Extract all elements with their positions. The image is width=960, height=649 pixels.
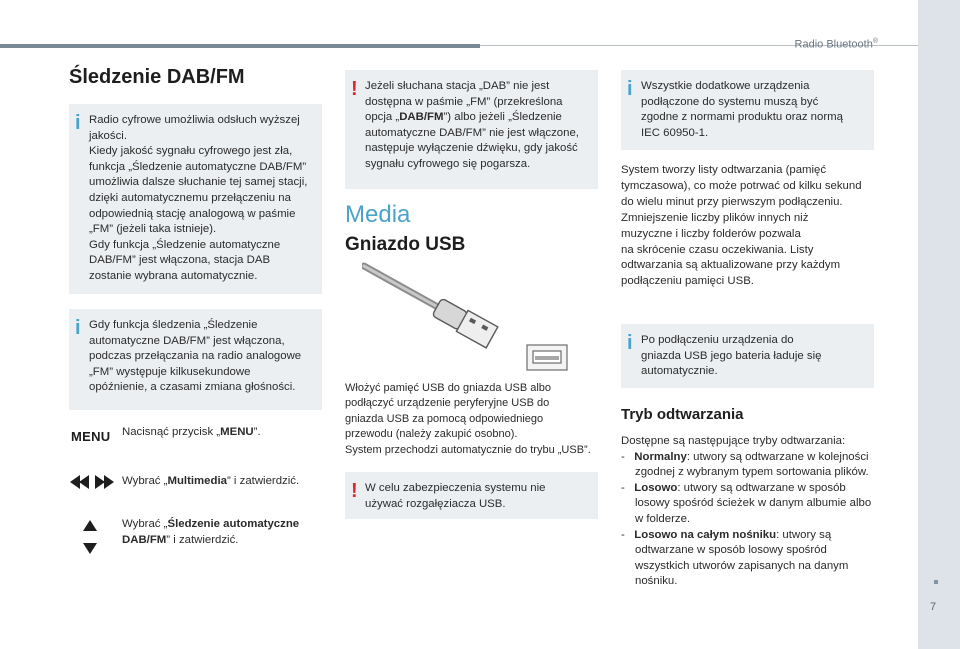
page-number: 7 <box>930 601 937 613</box>
text-line: automatyczne DAB/FM” jest włączona, <box>89 334 285 347</box>
playback-mode-heading: Tryb odtwarzania <box>621 406 744 423</box>
text-line: używać rozgałęziacza USB. <box>365 497 506 510</box>
text-line: podczas przełączania na radio analogowe <box>89 350 302 363</box>
info-box-compliance <box>621 70 874 150</box>
mode-intro: Dostępne są następujące tryby odtwarzania: <box>621 435 846 447</box>
text-line: odtwarzania są aktualizowane przy każdym <box>621 259 841 272</box>
warning-icon: ! <box>351 78 358 100</box>
list-item-normal: - Normalny: utwory są odtwarzane w kolejności zgodnej z wybranym typem sortowania plików. <box>621 450 869 479</box>
text-line: Zmniejszenie liczby plików innych niż <box>621 211 809 224</box>
text-line: System tworzy listy odtwarzania (pamięć <box>621 164 827 176</box>
text-line: IEC 60950-1. <box>641 126 709 139</box>
info-icon: i <box>75 317 81 339</box>
text-line: System przechodzi automatycznie do trybu „USB”. <box>345 443 591 456</box>
playback-mode-list <box>621 434 876 590</box>
text-line: zgodne z normami produktu oraz normą <box>641 111 843 124</box>
text-line: zostanie wybrana automatycznie. <box>89 269 258 282</box>
info-box-tracking <box>69 309 322 410</box>
media-title: Media <box>345 201 411 228</box>
text-line: Gdy funkcja śledzenia „Śledzenie <box>89 319 258 331</box>
text-line: muzyczne i liczby folderów pozwala <box>621 227 801 240</box>
text-line: Gdy funkcja „Śledzenie automatyczne <box>89 238 281 251</box>
text-line: Radio cyfrowe umożliwia odsłuch wyższej <box>89 114 300 126</box>
text-line: podłączyć urządzenie peryferyjne USB do <box>345 397 550 410</box>
text-line: „FM” (jeżeli taka istnieje). <box>89 223 217 236</box>
usb-heading: Gniazdo USB <box>345 234 466 255</box>
list-item-random: - Losowo: utwory są odtwarzane w sposób losowy spośród ścieżek w danym albumie albo w folderze. <box>621 481 872 525</box>
info-icon: i <box>75 112 81 134</box>
text-line: W celu zabezpieczenia systemu nie <box>365 482 546 494</box>
text-line: opcja „DAB/FM”) albo jeżeli „Śledzenie <box>365 111 562 124</box>
text-line: odpowiednią stację analogową w paśmie <box>89 207 296 220</box>
step-select-tracking: Wybrać „Śledzenie automatyczne DAB/FM” i zatwierdzić. <box>122 518 300 546</box>
text-line: opóźnienie, a czasami zmiana głośności. <box>89 381 296 394</box>
text-line: dostępna w paśmie „FM” (przekreślona <box>365 95 563 108</box>
warning-box-dab <box>345 70 598 189</box>
header-bar <box>0 44 480 48</box>
text-line: DAB/FM” jest włączona, stacja DAB <box>89 254 271 267</box>
text-line: podłączeniu pamięci USB. <box>621 275 754 288</box>
list-item-random-all: - Losowo na całym nośniku: utwory są odtwarzane w sposób losowy spośród wszystkich utworów zapisanych na danym nośniku. <box>621 528 849 588</box>
playlist-paragraph <box>621 163 862 290</box>
text-line: sygnału cyfrowego się pogarsza. <box>365 157 531 170</box>
side-strip-marker <box>934 580 938 584</box>
text-line: funkcja „Śledzenie automatyczne DAB/FM” <box>89 160 307 173</box>
section-heading-dab-fm: Śledzenie DAB/FM <box>69 66 245 88</box>
info-box-dab <box>69 104 322 294</box>
side-strip <box>918 0 960 649</box>
text-line: Jeżeli słuchana stacja „DAB” nie jest <box>365 80 550 92</box>
text-line: następuje wyłączenie dźwięku, gdy jakość <box>365 142 578 155</box>
text-line: automatyczne DAB/FM” nie jest włączone, <box>365 126 579 139</box>
text-line: do wielu minut przy pierwszym podłączeniu. <box>621 195 843 208</box>
menu-key-label: MENU <box>71 429 111 444</box>
text-line: „FM” występuje kilkusekundowe <box>89 365 251 378</box>
text-line: tymczasowa), co może potrwać od kilku sekund <box>621 179 862 192</box>
text-line: automatycznie. <box>641 365 718 378</box>
warning-icon: ! <box>351 480 358 502</box>
text-line: przewodu (należy zakupić osobno). <box>345 428 518 441</box>
usb-instructions <box>345 381 591 458</box>
text-line: podłączone do systemu muszą być <box>641 95 819 108</box>
warning-box-usb-hub <box>345 472 598 519</box>
text-line: umożliwia dalsze słuchanie tej samej stacji, <box>89 176 308 189</box>
step-select-multimedia: Wybrać „Multimedia” i zatwierdzić. <box>122 475 300 487</box>
header-title: Radio Bluetooth® <box>794 38 878 51</box>
up-down-arrows-icon <box>83 520 97 556</box>
text-line: Po podłączeniu urządzenia do <box>641 334 794 346</box>
text-line: jakości. <box>89 129 127 142</box>
info-box-charging <box>621 324 874 388</box>
text-line: na skrócenie czasu oczekiwania. Listy <box>621 243 814 256</box>
text-line: gniazda USB jego bateria ładuje się <box>641 349 822 362</box>
text-line: Kiedy jakość sygnału cyfrowego jest zła, <box>89 145 293 158</box>
left-right-arrows-icon <box>70 474 114 490</box>
text-line: gniazda USB za pomocą odpowiedniego <box>345 412 544 425</box>
text-line: dzięki automatycznemu przełączeniu na <box>89 191 291 204</box>
text-line: Wszystkie dodatkowe urządzenia <box>641 80 810 92</box>
text-line: Włożyć pamięć USB do gniazda USB albo <box>345 382 552 394</box>
usb-plug-illustration <box>362 262 572 374</box>
info-icon: i <box>627 78 633 100</box>
info-icon: i <box>627 332 633 354</box>
step-press-menu: Nacisnąć przycisk „MENU”. <box>122 426 261 438</box>
